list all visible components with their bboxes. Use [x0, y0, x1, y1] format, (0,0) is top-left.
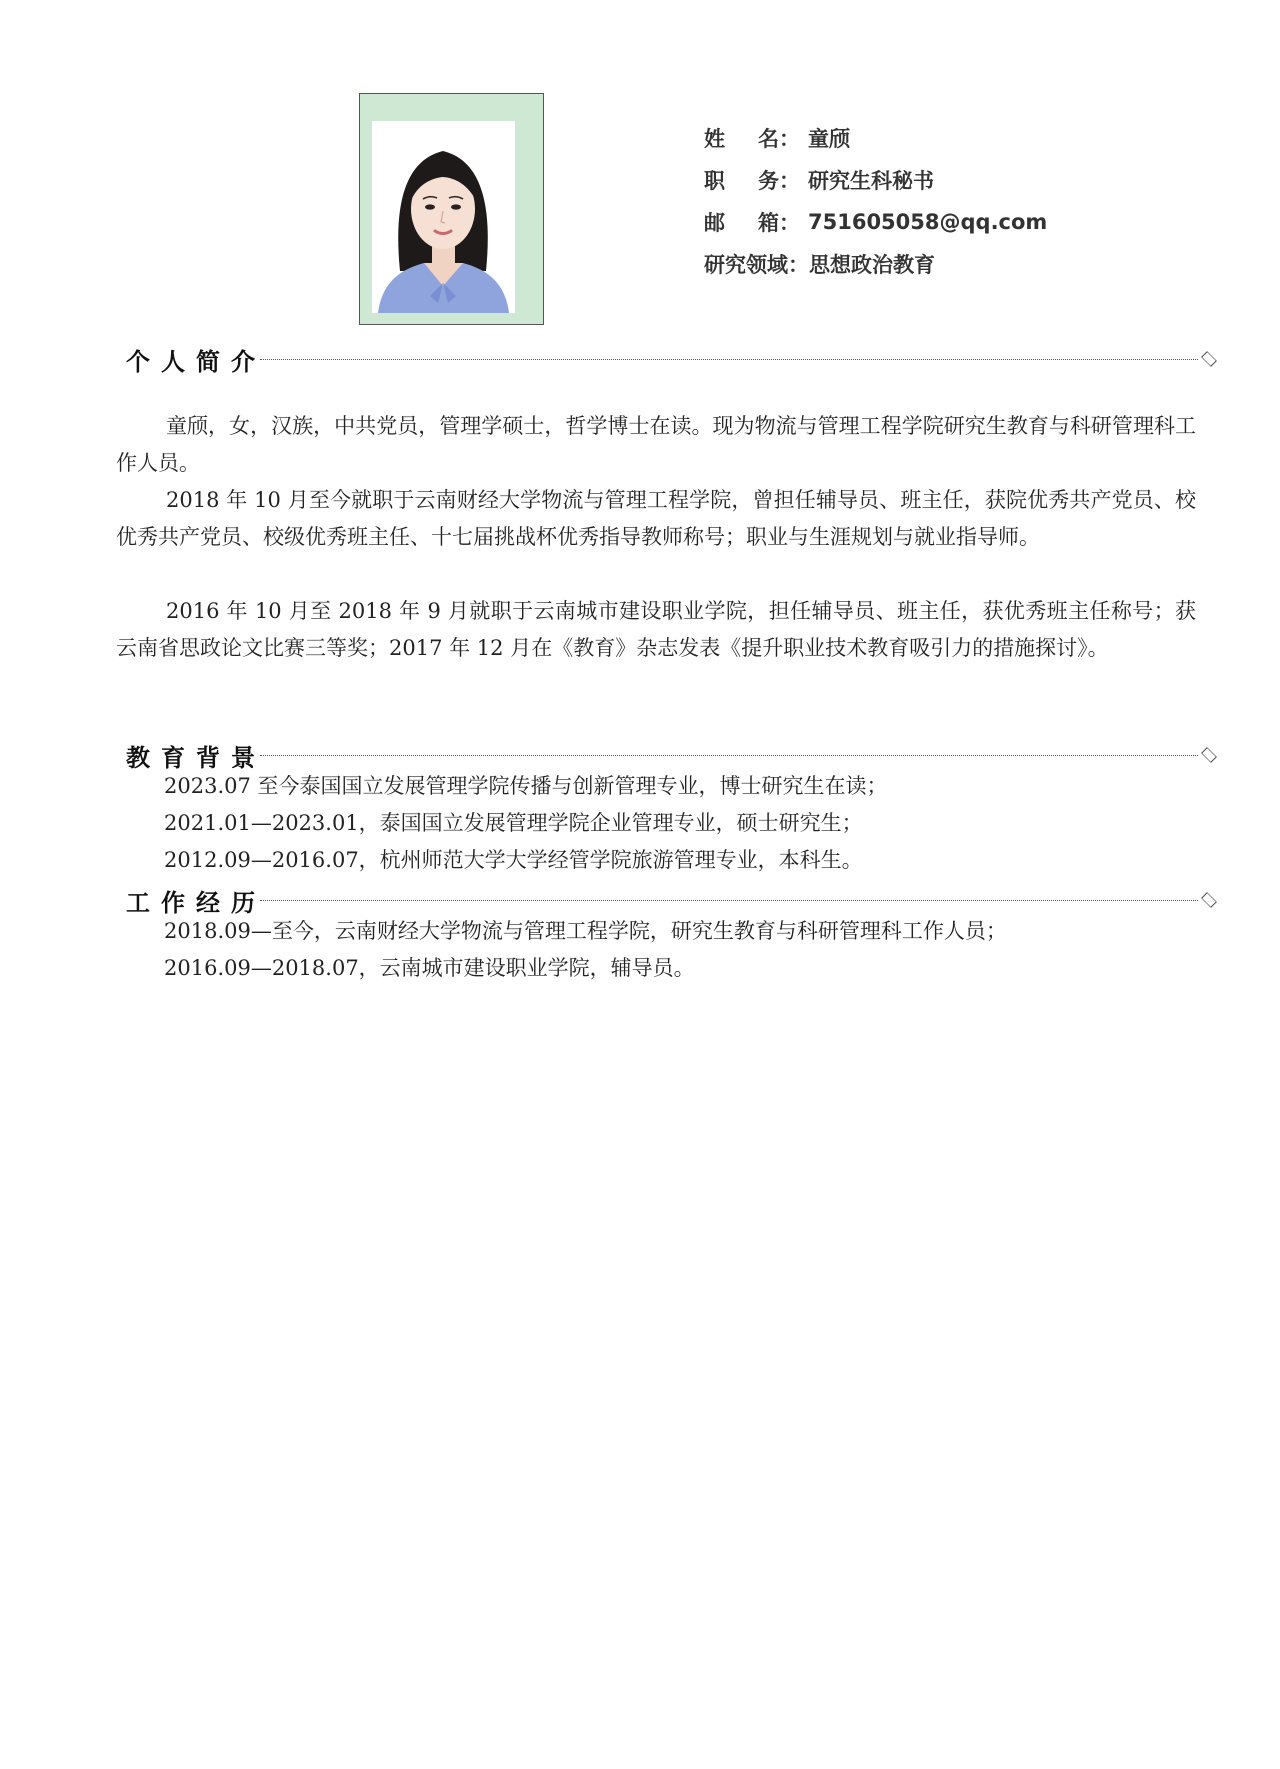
- intro-section-header: [126, 344, 1216, 374]
- research-row: [704, 243, 1047, 285]
- education-section-rule: [260, 755, 1198, 756]
- research-label: 研究领域：: [704, 253, 809, 277]
- name-label: [704, 123, 800, 153]
- education-section-header: [126, 740, 1216, 770]
- work-section-rule: [260, 900, 1198, 901]
- work-item: 2018.09—至今，云南财经大学物流与管理工程学院，研究生教育与科研管理科工作人员；: [164, 919, 1007, 943]
- profile-photo-frame: [359, 93, 544, 325]
- work-section-header: [126, 885, 1216, 915]
- education-item: 2023.07 至今泰国国立发展管理学院传播与创新管理专业，博士研究生在读；: [164, 774, 888, 798]
- diamond-ornament-icon: [1201, 892, 1217, 908]
- intro-paragraph-2: 2018 年 10 月至今就职于云南财经大学物流与管理工程学院，曾担任辅导员、班主任，获院优秀共产党员、校优秀共产党员、校级优秀班主任、十七届挑战杯优秀指导教师称号；职业与生涯规划与就业指导师。: [116, 488, 1196, 549]
- work-item: 2016.09—2018.07，云南城市建设职业学院，辅导员。: [164, 956, 695, 980]
- email-label-char2: 箱：: [758, 211, 800, 235]
- title-value: 研究生科秘书: [808, 169, 934, 193]
- education-item: 2021.01—2023.01，泰国国立发展管理学院企业管理专业，硕士研究生；: [164, 811, 863, 835]
- email-row: [704, 201, 1047, 243]
- work-section-title: 工作经历: [126, 888, 266, 917]
- title-row: [704, 159, 1047, 201]
- title-label-char2: 务：: [758, 169, 800, 193]
- email-label-char1: 邮: [704, 211, 725, 235]
- intro-section-title: 个人简介: [126, 347, 266, 376]
- diamond-ornament-icon: [1201, 351, 1217, 367]
- portrait-illustration: [372, 121, 515, 313]
- email-label: [704, 207, 800, 237]
- name-label-char2: 名：: [758, 127, 800, 151]
- education-section-title: 教育背景: [126, 743, 266, 772]
- diamond-ornament-icon: [1201, 747, 1217, 763]
- profile-info: [704, 117, 1047, 285]
- intro-paragraph-1: 童颀，女，汉族，中共党员，管理学硕士，哲学博士在读。现为物流与管理工程学院研究生教育与科研管理科工作人员。: [116, 414, 1196, 475]
- name-row: [704, 117, 1047, 159]
- research-value: 思想政治教育: [809, 253, 935, 277]
- email-value[interactable]: 751605058@qq.com: [808, 210, 1048, 234]
- intro-section-rule: [260, 359, 1198, 360]
- name-value: 童颀: [808, 127, 850, 151]
- intro-paragraph-3: 2016 年 10 月至 2018 年 9 月就职于云南城市建设职业学院，担任辅导员、班主任，获优秀班主任称号；获云南省思政论文比赛三等奖；2017 年 12 月在《教育》杂志发表《提升职业技术教育吸引力的措施探讨》。: [116, 599, 1196, 660]
- profile-photo: [372, 121, 515, 313]
- title-label-char1: 职: [704, 169, 725, 193]
- name-label-char1: 姓: [704, 127, 725, 151]
- education-item: 2012.09—2016.07，杭州师范大学大学经管学院旅游管理专业，本科生。: [164, 848, 863, 872]
- title-label: [704, 165, 800, 195]
